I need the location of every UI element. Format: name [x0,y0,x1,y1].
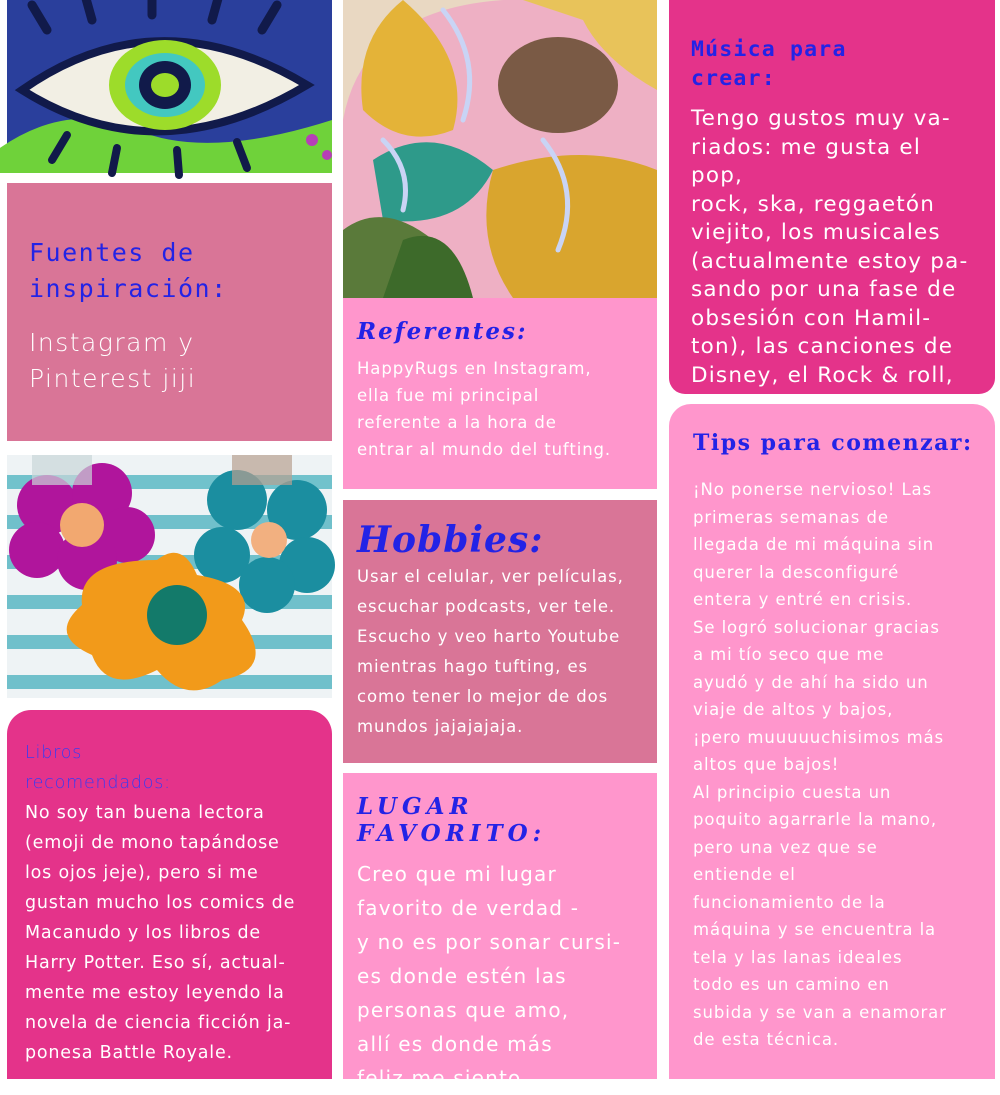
musica-card [669,0,995,394]
referentes-body: HappyRugs en Instagram, ella fue mi principal referente a la hora de entrar al mundo del tufting. [357,359,612,459]
tips-body: ¡No ponerse nervioso! Las primeras semanas de llegada de mi máquina sin querer la desconfiguré entera y entré en crisis. Se logró solucionar gracias a mi tío seco que me ayudó y de ahí ha sido un viaje de altos y bajos, ¡pero muuuuuchisimos más altos que bajos! Al principio cuesta un poquito agarrarle la mano, pero una vez que se entiende el funcionamiento de la máquina y se encuentra la tela y las lanas ideales todo es un camino en subida y se van a enamorar de esta técnica. [693,480,947,1049]
hobbies-title: Hobbies: [357,519,544,561]
libros-card [7,710,332,1079]
referentes-card [343,298,657,489]
lugar-body: Creo que mi lugar favorito de verdad - y no es por sonar cursi- es donde estén las personas que amo, allí es donde más feliz me siento. [357,862,622,1090]
lugar-title: LUGAR FAVORITO: [357,793,547,847]
libros-title: Libros recomendados: [25,743,171,793]
abstract-rug-photo [343,0,657,298]
fuentes-card [7,183,332,441]
eye-rug-photo [7,0,332,173]
hobbies-card [343,500,657,763]
flower-coasters-photo [7,455,332,698]
tips-card [669,404,995,1079]
referentes-title: Referentes: [357,318,528,345]
fuentes-title: Fuentes de inspiración: [29,238,228,303]
musica-title: Música para crear: [691,37,847,91]
tips-title: Tips para comenzar: [693,430,973,456]
lugar-card [343,773,657,1090]
musica-body: Tengo gustos muy va- riados: me gusta el pop, rock, ska, reggaetón viejito, los musicales (actualmente estoy pa- sando por una fase de obsesión con Hamil- ton), las canciones de Disney, el Rock & roll, [691,106,969,388]
fuentes-body: Instagram y Pinterest jiji [29,328,197,393]
libros-body: No soy tan buena lectora (emoji de mono tapándose los ojos jeje), pero si me gustan mucho los comics de Macanudo y los libros de Harry Potter. Eso sí, actual- mente me estoy leyendo la novela de ciencia ficción ja- ponesa Battle Royale. [25,803,296,1063]
hobbies-body: Usar el celular, ver películas, escuchar podcasts, ver tele. Escucho y veo harto Youtube mientras hago tufting, es como tener lo mejor de dos mundos jajajajaja. [357,567,624,736]
